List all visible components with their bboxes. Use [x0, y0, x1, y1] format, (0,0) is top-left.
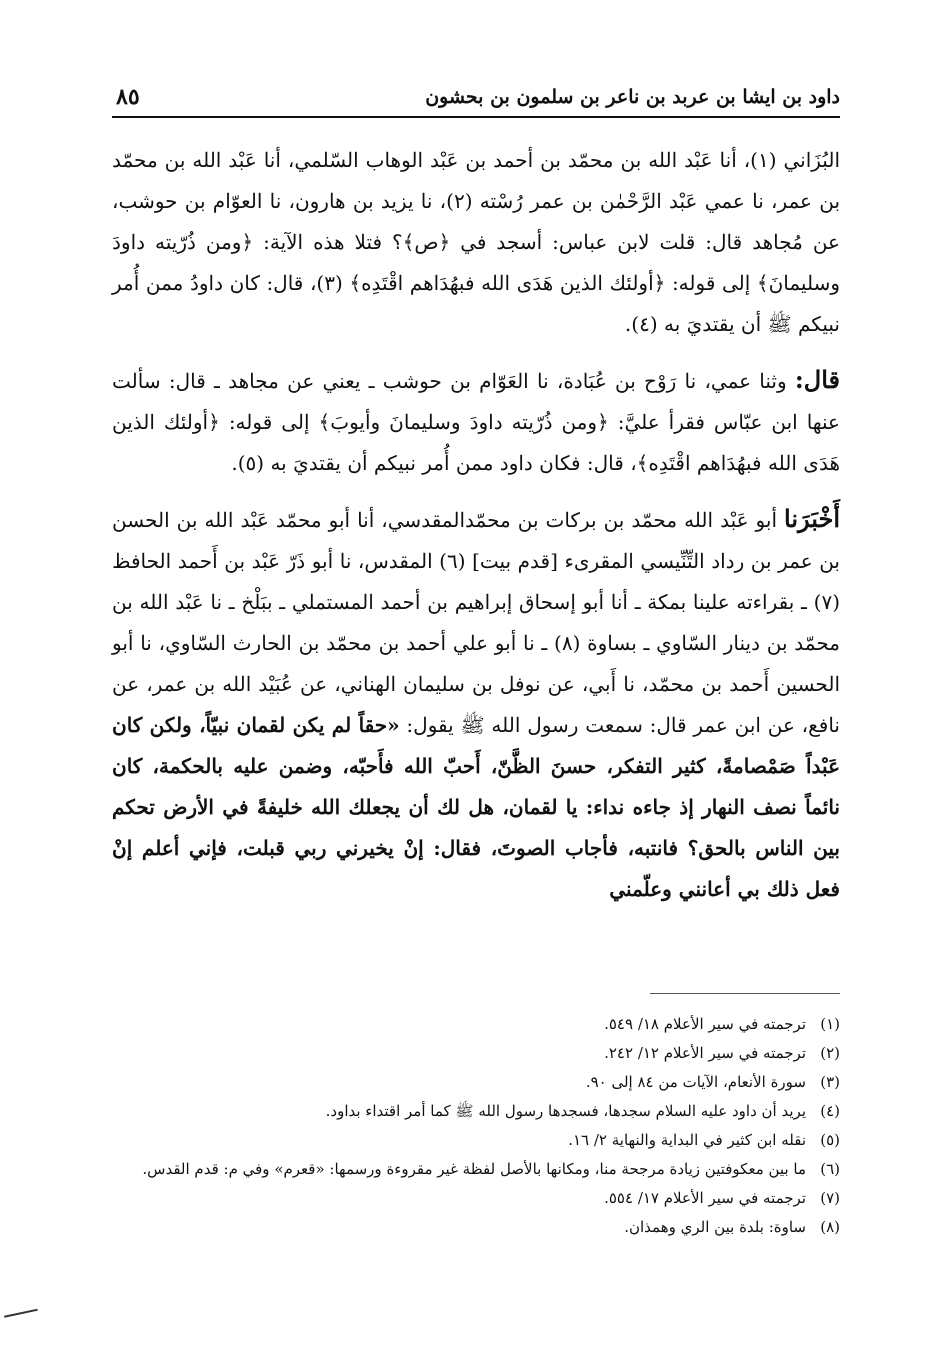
- footnote-number: (٧): [820, 1189, 840, 1207]
- paragraph-3: [112, 498, 840, 910]
- footnote-text: ترجمته في سير الأعلام ١٧/ ٥٥٤.: [604, 1189, 806, 1207]
- footnote: [112, 1126, 840, 1155]
- footnote-number: (٢): [820, 1044, 840, 1062]
- footnote-separator: [650, 993, 840, 994]
- footnote: [112, 1155, 840, 1184]
- footnote-text: سورة الأنعام، الآيات من ٨٤ إلى ٩٠.: [585, 1073, 806, 1091]
- footnote: [112, 1039, 840, 1068]
- footnote-number: (١): [820, 1015, 840, 1033]
- footnote-text: ترجمته في سير الأعلام ١٨/ ٥٤٩.: [604, 1015, 806, 1033]
- footnote-number: (٦): [820, 1160, 840, 1178]
- footnote: [112, 1213, 840, 1242]
- paragraph-3-lead: أَخْبَرَنا: [784, 504, 840, 533]
- paragraph-2: [112, 359, 840, 484]
- paragraph-3-text: أبو عَبْد الله محمّد بن بركات بن محمّدالمقدسي، أنا أبو محمّد عَبْد الله بن الحسن بن عمر بن رداد التِّنِّيسي المقرىء [قدم بيت] (٦) المقدس، نا أبو ذَرّ عَبْد بن أَحمد الحافظ (٧) ـ بقراءته علينا بمكة ـ أنا أبو إسحاق إبراهيم بن أحمد المستملي ـ ببَلْخ ـ نا عَبْد الله بن محمّد بن دينار السّاوي ـ بساوة (٨) ـ نا أبو علي أحمد بن محمّد بن الحارث السّاوي، نا أبو الحسين أَحمد بن محمّد، نا أَبي، عن نوفل بن سليمان الهناني، عن عُبَيْد الله بن عمر، عن نافع، عن ابن عمر قال: سمعت رسول الله ﷺ يقول:: [112, 508, 840, 737]
- page-number: ٨٥: [116, 84, 140, 110]
- page-header: [112, 82, 840, 118]
- footnote-text: ساوة: بلدة بين الري وهمذان.: [624, 1218, 806, 1236]
- footnote-number: (٥): [820, 1131, 840, 1149]
- footnote-number: (٨): [820, 1218, 840, 1236]
- footnote: [112, 1097, 840, 1126]
- footnote-number: (٣): [820, 1073, 840, 1091]
- footnote-number: (٤): [820, 1102, 840, 1120]
- paragraph-2-text: وثنا عمي، نا رَوْح بن عُبَادة، نا العَوّام بن حوشب ـ يعني عن مجاهد ـ قال: سألت عنها ابن عبّاس فقرأ عليَّ: ﴿ومن ذُرّيته داودَ وسليمانَ وأيوبَ﴾ إلى قوله: ﴿أولئك الذين هَدَى الله فبهُدَاهم اقْتَدِه﴾، قال: فكان داود ممن أُمر نبيكم أن يقتديَ به (٥).: [112, 369, 840, 475]
- main-text: [112, 140, 840, 924]
- footnote: [112, 1010, 840, 1039]
- paragraph-2-lead: قال:: [794, 365, 840, 394]
- footnote-text: نقله ابن كثير في البداية والنهاية ٢/ ١٦.: [568, 1131, 806, 1149]
- paragraph-1: البُزَاني (١)، أنا عَبْد الله بن محمّد بن أحمد بن عَبْد الوهاب السّلمي، أنا عَبْد الله بن محمّد بن عمر، نا عمي عَبْد الرَّحْمٰن بن عمر رُسْته (٢)، نا يزيد بن هارون، نا العوّام بن حوشب، عن مُجاهد قال: قلت لابن عباس: أسجد في ﴿ص﴾؟ فتلا هذه الآية: ﴿ومن ذُرّيته داودَ وسليمانَ﴾ إلى قوله: ﴿أولئك الذين هَدَى الله فبهُدَاهم اقْتَدِه﴾ (٣)، قال: كان داودُ ممن أُمر نبيكم ﷺ أن يقتديَ به (٤).: [112, 148, 841, 336]
- footnote-text: ترجمته في سير الأعلام ١٢/ ٢٤٢.: [604, 1044, 806, 1062]
- footnote: [112, 1068, 840, 1097]
- footnote-text: يريد أن داود عليه السلام سجدها، فسجدها رسول الله ﷺ كما أمر اقتداء بداود.: [325, 1102, 806, 1120]
- hadith-quote: «حقاً لم يكن لقمان نبيّاً، ولكن كان عَبْداً صَمْصامةً، كثير التفكر، حسنَ الظَّنّ، أَحبّ الله فأَحبّه، وضمن عليه بالحكمة، كان نائماً نصف النهار إذ جاءه نداء: يا لقمان، هل لك أن يجعلك الله خليفةً في الأرض تحكم بين الناس بالحق؟ فانتبه، فأجاب الصوتَ، فقال: إنْ يخيرني ربي قبلت، فإني أعلم إنْ فعل ذلك بي أعانني وعلّمني: [112, 713, 840, 901]
- scan-mark: [4, 1309, 42, 1338]
- footnotes: [112, 1010, 840, 1242]
- footnote: [112, 1184, 840, 1213]
- footnote-text: ما بين معكوفتين زيادة مرجحة منا، ومكانها بالأصل لفظة غير مقروءة ورسمها: «قعرم» وفي م: قدم القدس.: [142, 1160, 806, 1178]
- running-title: داود بن ايشا بن عربد بن ناعر بن سلمون بن بحشون: [425, 86, 840, 108]
